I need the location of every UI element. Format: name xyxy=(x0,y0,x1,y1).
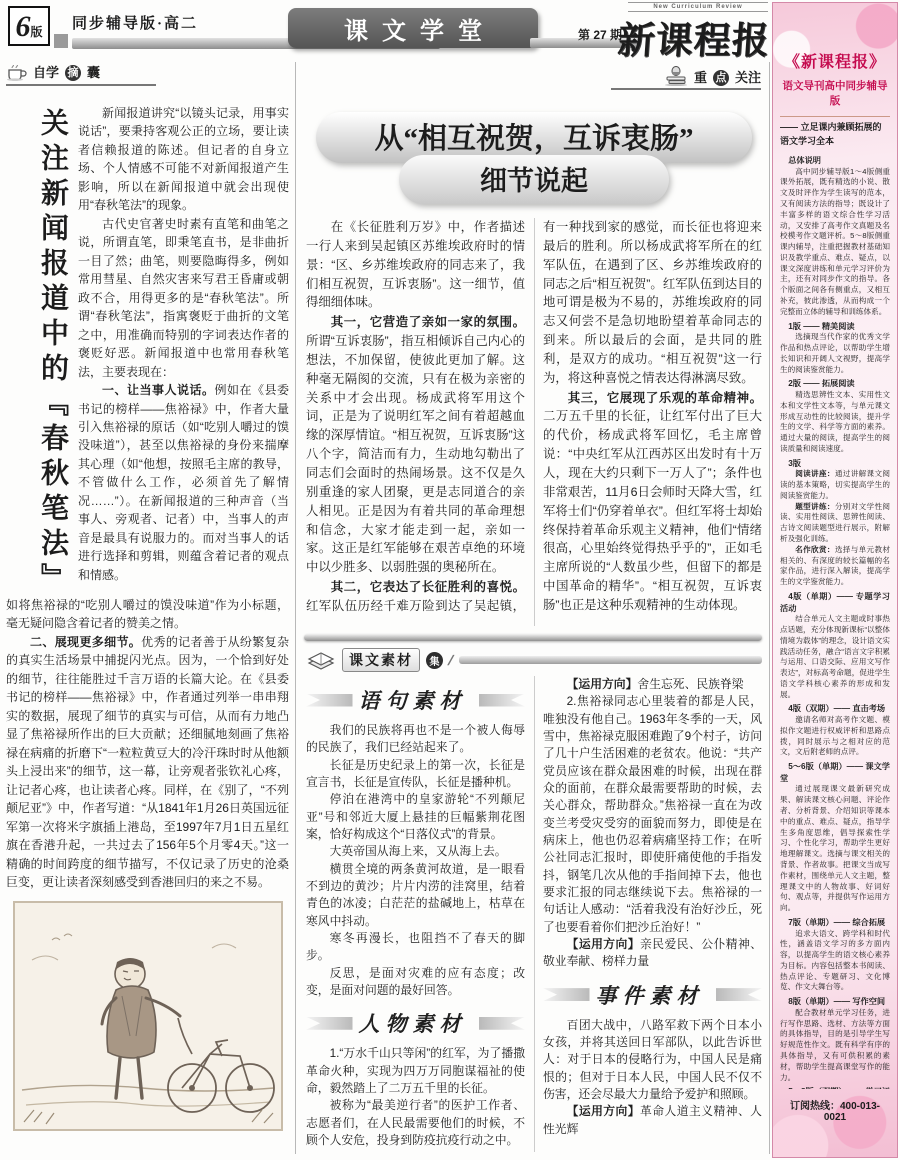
sidebar-block: 题型讲练：分别对文学性阅读、实用性阅读、思辨性阅读、古诗文阅读题型进行展示，附解析及强化训练。 xyxy=(780,501,890,543)
materials-text xyxy=(306,676,762,1152)
sidebar-block: 5～6版（单期）—— 课文学堂 xyxy=(780,762,890,783)
material-item: 被称为“最美逆行者”的医护工作者、志愿者们，在人民最需要他们的时候，不顾个人安危，投身到防疫抗疫行动之中。 xyxy=(306,1098,525,1147)
sidebar-block: 7版（单期）—— 综合拓展 xyxy=(788,917,886,927)
sidebar-tagline: —— 立足课内兼顾拓展的语文学习全本 xyxy=(780,116,890,148)
sidebar-block: 配合教材单元学习任务，进行写作思路、选材、方法等方面的具体指导，目的是引导学生写好规范性作文。既有科学有序的具体指导，又有可供积累的素材，帮助学生提高课堂写作的能力。 xyxy=(780,1007,890,1082)
sidebar-block: 4版（双期）—— 直击考场 xyxy=(788,704,886,714)
vertical-headline: 关注新闻报道中的『春秋笔法』 xyxy=(37,108,68,598)
self-study-badge xyxy=(6,62,156,86)
paragraph: 一、让当事人说话。例如在《县委书记的榜样——焦裕禄》中，作者大量引入焦裕禄的原话（如“吃别人嚼过的馍没味道”），甚至以焦裕禄的身份来揣摩其心理（如“他想，按照毛主席的教导，不管做什么工作，必须首先了解情况……”）。在新闻报道的三种声音（当事人、旁观者、记者）中，当事人的声音是最具有说服力的。而对当事人的话进行选择和剪辑，则蕴含着记者的观点和情感。 xyxy=(78,383,289,582)
masthead-english: New Curriculum Review xyxy=(628,2,768,12)
focus-badge xyxy=(611,66,761,90)
feature-column xyxy=(302,62,770,1154)
header-tail-bar xyxy=(459,656,762,664)
page-header xyxy=(0,0,772,62)
edition-label: 同步辅导版·高二 xyxy=(72,16,199,32)
sidebar-block: 总体说明 xyxy=(788,156,821,165)
left-article-lower-text xyxy=(6,596,289,892)
sidebar-block: 2版 —— 拓展阅读 xyxy=(788,379,855,389)
page-number: 6 xyxy=(15,10,31,43)
paragraph: 古代史官著史时素有直笔和曲笔之说，所谓直笔，即秉笔直书，是非曲折一目了然；曲笔，则要隐晦得多，例如常用彗星、自然灾害来写君王昏庸或朝政不合，用得更多的是“春秋笔法”。所谓“春秋笔法”，指寓褒贬于曲折的文笔之中，用准确而特别的字词表达作者的褒贬好恶。新闻报道中也常用春秋笔法，主要表现在： xyxy=(78,216,289,379)
sidebar-block: 4版（单期）—— 专题学习活动 xyxy=(780,591,890,613)
material-item: 1.“万水千山只等闲”的红军，为了播撒革命火种，实现为四万万同胞谋福祉的使命，毅然踏上了二万五千里的长征。 xyxy=(306,1046,525,1095)
badge-circle-char: 点 xyxy=(713,70,729,86)
masthead: 新课程报 xyxy=(616,21,772,62)
sidebar-block: 8版（单期）—— 写作空间 xyxy=(788,997,886,1007)
sidebar-block: 高中同步辅导版1～4版侧重课外拓展，既有精选的小说、散文及时评作为学生读写的范本，又有阅读方法的指导；既设计了丰富多样的语文综合性学习活动，又安排了高考作文真题及名校模考作文题评析。5～8版侧重课内辅导，注重把握教材基础知识及教学重点、难点、疑点，以课文深度讲练和单元学习评价为主，还有对同步作文的指导。各个版面之间各有侧重点，又相互补充，彼此渗透，从而构成一个完整而立体的辅导和训练体系。 xyxy=(780,166,890,316)
paragraph: 在《长征胜利万岁》中，作者描述一行人来到吴起镇区苏维埃政府时的情景：“区、乡苏维埃政府的同志来了，我们相互祝贺，互诉衷肠”。这一细节，值得细细体味。 xyxy=(306,220,525,310)
badge-circle-char: 摘 xyxy=(65,65,81,81)
sidebar-block: 结合单元人文主题或时事热点话题，充分体现新课标“以整体情境为载体”的理念，设计语文实践活动任务，融合“语言文字积累与运用、口语交际、应用文写作表达”，对标高考命题，促进学生语文学科核心素养的形成和发展。 xyxy=(780,614,890,699)
paragraph: 如将焦裕禄的“吃别人嚼过的馍没味道”作为小标题，毫无疑问隐含着记者的赞美之情。 xyxy=(6,598,289,631)
badge-shadow-decoration xyxy=(54,34,68,48)
sidebar-block xyxy=(780,1086,890,1089)
material-item: 【运用方向】革命人道主义精神、人性光辉 xyxy=(543,1104,762,1136)
material-item: 百团大战中，八路军救下两个日本小女孩，并将其送回日军部队，以此告诉世人：对于日本的侵略行为，中国人民是痛恨的；但对于日本人民，中国人民不仅不伤害，还会尽最大力量给予爱护和照顾。 xyxy=(543,1017,762,1101)
material-item: 横贯全境的两条黄河故道，是一眼看不到边的黄沙；片片内涝的洼窝里，结着青色的冰凌；白茫茫的盐碱地上，枯草在寒风中抖动。 xyxy=(306,861,525,928)
sidebar-block: 名作欣赏：选择与单元教材相关的、有深度的较长篇幅的名家作品，进行深入解读，提高学生的文学鉴赏能力。 xyxy=(780,544,890,587)
sidebar-title: 《新课程报》 xyxy=(783,54,886,71)
material-item: 反思，是面对灾难的应有态度；改变，是面对问题的最好回答。 xyxy=(306,965,525,997)
illustration-container xyxy=(6,900,289,1132)
left-article-upper-text xyxy=(78,94,289,594)
feature-title-banner xyxy=(316,112,752,204)
paragraph: 新闻报道讲究“以镜头记录，用事实说话”，要秉持客观公正的立场，要让读者信赖报道的陈述。但记者的自身立场、个人情感不可能不对新闻报道产生影响，所以在新闻报道中就会出现使用“春秋笔法”的现象。 xyxy=(78,106,289,213)
paragraph: 其一，它营造了亲如一家的氛围。所谓“互诉衷肠”，指互相倾诉自己内心的想法，不加保留，使彼此更加了解。这种毫无隔阂的交流，只有在极为亲密的关系中才会出现。杨成武将军用这个词，正是为了说明红军之间有着超越血缘的深厚情谊。“相互祝贺，互诉衷肠”这八个字，简洁而有力，生动地勾勒出了同志们会面时的热闹场景。这不仅是久别重逢的家人团聚，更是志同道合的亲人相见。正是因为有着共同的革命理想和信念，大家才能走到一起，亲如一家。这正是红军能够在艰苦卓绝的环境中以少胜多、以弱胜强的奥秘所在。 xyxy=(306,315,525,575)
sidebar-description-blocks xyxy=(780,152,890,1089)
sketch-illustration xyxy=(12,900,284,1132)
materials-label: 课文素材 xyxy=(342,648,420,672)
left-article-column xyxy=(6,62,296,1154)
paragraph: 其二，它表达了长征胜利的喜悦。红军队伍历经千难万险到达了吴起镇，有一种找到家的感觉，而长征也将迎来最后的胜利。所以杨成武将军所在的红军队伍，在遇到了区、乡苏维埃政府的同志之后“相互祝贺”。红军队伍到达目的地可谓是极为不易的，苏维埃政府的同志又何尝不是急切地盼望着革命同志的到来。所以最后的会面，是共同的胜利，是双方的成功。“相互祝贺”这一行为，将这种喜悦之情表达得淋漓尽致。 xyxy=(306,220,762,613)
feature-title-line1: 从“相互祝贺，互诉衷肠” xyxy=(316,112,752,163)
feature-title-line2: 细节说起 xyxy=(399,155,669,204)
books-icon xyxy=(306,649,336,671)
section-divider-bar xyxy=(304,634,762,641)
lamp-books-icon xyxy=(663,66,689,86)
material-item: 人物素材 xyxy=(306,1008,525,1038)
badge-text-post: 囊 xyxy=(87,65,101,80)
material-item: 我们的民族将再也不是一个被人侮辱的民族了，我们已经站起来了。 xyxy=(306,723,525,755)
material-item: 语句素材 xyxy=(306,685,525,715)
paragraph: 二、展现更多细节。优秀的记者善于从纷繁复杂的真实生活场景中捕捉闪光点。因为，一个恰到好处的细节，往往能胜过千言万语的长篇大论。在《县委书记的榜样——焦裕禄》中，作者通过列举一串串翔实的数据，展现了细节的真实与可信，从而有力地凸显了焦裕禄所作出的巨大贡献；还细腻地刻画了焦裕禄在病痛的折磨下“一粒粒黄豆大的冷汗珠时时从他额头上浸出来”的细节，这一幕，让旁观者张钦礼心疼，让记者心疼，也让读者心疼。同样，在《别了，“不列颠尼亚”》中，作者写道：“从1841年1月26日英国远征军第一次将米字旗插上港岛，至1997年7月1日五星红旗在香港升起，一共过去了156年5个月零4天。”这一精确的时间跨度的细节描写，不仅记录了历史的沧桑巨变，更让读者深刻感受到香港回归的来之不易。 xyxy=(6,634,289,890)
materials-badge: 集 xyxy=(426,652,443,669)
sidebar-block: 精选思辨性文本、实用性文本和文学性文本等，与单元课文形成互动性的比较阅读，提升学生的文学、科学等方面的素养。通过大量的阅读，提高学生的阅读质量和阅读速度。 xyxy=(780,389,890,453)
sidebar-block: 1版 —— 精美阅读 xyxy=(788,321,855,331)
material-item: 停泊在港湾中的皇家游轮“不列颠尼亚”号和邻近大厦上悬挂的巨幅紫荆花图案，恰好构成这个“日落仪式”的背景。 xyxy=(306,792,525,841)
feature-article-text xyxy=(306,218,762,626)
material-item: 大英帝国从海上来，又从海上去。 xyxy=(329,844,507,859)
paragraph: 其三，它展现了乐观的革命精神。二万五千里的长征，让红军付出了巨大的代价，杨成武将军回忆，毛主席曾说：“中央红军从江西苏区出发时有十万人，现在大约只剩下一万人了”；条件也非常艰苦，11月6日会师时天降大雪，红军将士们“仍穿着单衣”。但红军将士却始终保持着革命乐观主义精神，他们“情绪很高，心里始终觉得热乎乎的”，正如毛主席所说的“人数虽少些，但留下的都是中国革命的精华”。“相互祝贺，互诉衷肠”也正是这种乐观精神的生动体现。 xyxy=(543,390,762,612)
sidebar-block: 阅读讲座：通过讲解课文阅读的基本策略，切实提高学生的阅读鉴赏能力。 xyxy=(780,469,890,500)
badge-text-post: 关注 xyxy=(734,70,761,85)
material-item: 寒冬再漫长，也阻挡不了春天的脚步。 xyxy=(306,930,525,963)
sidebar-subtitle: 语文导刊高中同步辅导版 xyxy=(782,80,888,107)
sidebar-block: 追求大语文、跨学科和时代性，涵盖语文学习的多方面内容，以提高学生的语文核心素养为目标。内容包括整本书阅读、热点评论、专题研习、文化博览、作文大舞台等。 xyxy=(780,928,890,992)
subscription-hotline: 订阅热线：400-013-0021 xyxy=(789,1101,881,1123)
page-number-badge: 6 版 xyxy=(8,6,50,46)
material-item: 【运用方向】舍生忘死、民族脊梁 xyxy=(566,677,744,691)
material-item: 长征是历史纪录上的第一次，长征是宣言书，长征是宣传队，长征是播种机。 xyxy=(306,757,525,789)
material-item: 事件素材 xyxy=(543,980,762,1010)
badge-text-pre: 重 xyxy=(693,70,707,85)
sidebar-block: 邀请名师对高考作文题、模拟作文题进行权威评析和思路点拨，同时展示与之相对应的范文，文后附老师的点评。 xyxy=(780,715,890,757)
materials-section-header xyxy=(306,648,762,672)
sidebar-block: 选摘现当代作家的优秀文学作品和热点评论，以帮助学生增长知识和开阔人文视野，提高学生的阅读鉴赏能力。 xyxy=(780,332,890,374)
section-title-banner xyxy=(288,8,538,48)
sidebar-block: 通过展现课文最新研究成果、解读课文核心问题、评论作者、分析背景、介绍知识等课本中的重点、难点、疑点，指导学生多角度思维，倡导探索性学习、个性化学习，帮助学生更好地理解课文。选摘与课文相关的背景、作者故事。把课文当成写作素材，围绕单元人文主题，整理课文中的人物故事、好词好句、观点等，并提供写作运用方向。 xyxy=(780,784,890,913)
sidebar-block: 3版 xyxy=(788,458,801,468)
issue-label: 第 27 期 xyxy=(578,28,623,42)
promo-sidebar xyxy=(772,2,898,1158)
material-item: 【运用方向】亲民爱民、公仆精神、敬业奉献、榜样力量 xyxy=(543,936,762,969)
slash-decoration: / xyxy=(446,652,456,668)
badge-text-pre: 自学 xyxy=(33,65,60,80)
coffee-cup-icon xyxy=(6,63,28,81)
material-item: 2.焦裕禄同志心里装着的都是人民，唯独没有他自己。1963年冬季的一天，风雪中，焦裕禄克服困难跑了9个村子，访问了几十户生活困难的老贫农。他说：“共产党员应该在群众最困难的时候，出现在群众的面前，在群众最需要帮助的时候，去关心群众，帮助群众。”焦裕禄一直在为改变兰考受灾受穷的面貌而努力，即使是在病床上，他也仍忍着病痛坚持工作；在听公社同志汇报时，即使肝痛使他的手指发抖，钢笔几次从他的手指间掉下去，他也要求汇报的同志继续说下去。焦裕禄的一句话让人感动：“活着我没有治好沙丘，死了也要看着你们把沙丘治好！” xyxy=(543,694,762,934)
section-title: 课文学堂 xyxy=(344,18,496,45)
